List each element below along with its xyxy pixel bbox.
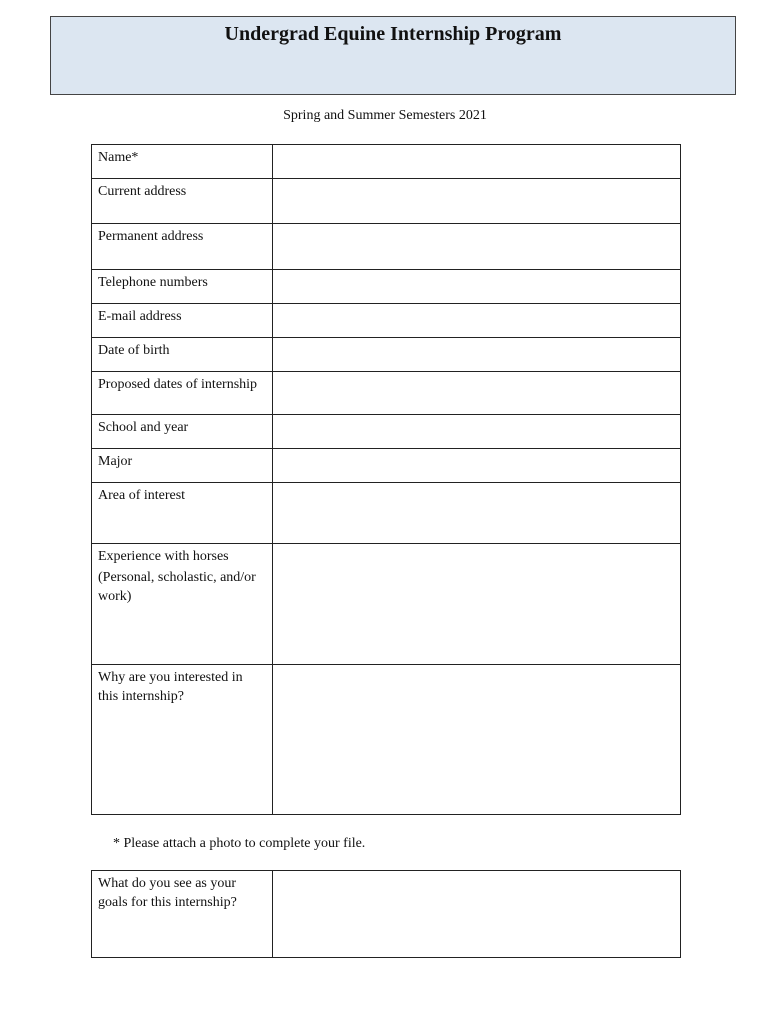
label-major: Major (92, 449, 273, 483)
telephone-input[interactable] (273, 270, 680, 294)
field-school-year[interactable] (273, 415, 681, 449)
field-area-of-interest[interactable] (273, 483, 681, 544)
label-experience-extra: (Personal, scholastic, and/or work) (98, 570, 256, 604)
field-name[interactable] (273, 145, 681, 179)
label-telephone: Telephone numbers (92, 270, 273, 304)
form-row-date-of-birth (92, 338, 681, 372)
field-why-interested[interactable] (273, 665, 681, 815)
form-row-experience (92, 544, 681, 665)
field-permanent-address[interactable] (273, 224, 681, 270)
label-proposed-dates: Proposed dates of internship (92, 372, 273, 415)
page-title: Undergrad Equine Internship Program (224, 23, 562, 45)
photo-note: * Please attach a photo to complete your file. (113, 836, 366, 851)
label-school-year: School and year (92, 415, 273, 449)
area-of-interest-input[interactable] (273, 483, 680, 523)
field-current-address[interactable] (273, 179, 681, 224)
label-area-of-interest: Area of interest (92, 483, 273, 544)
label-permanent-address: Permanent address (92, 224, 273, 270)
field-proposed-dates[interactable] (273, 372, 681, 415)
permanent-address-input[interactable] (273, 224, 680, 248)
form-row-email (92, 304, 681, 338)
form-row-major (92, 449, 681, 483)
label-date-of-birth: Date of birth (92, 338, 273, 372)
label-email: E-mail address (92, 304, 273, 338)
name-input[interactable] (273, 145, 680, 169)
field-telephone[interactable] (273, 270, 681, 304)
application-form-table (91, 144, 681, 815)
label-current-address: Current address (92, 179, 273, 224)
why-interested-input[interactable] (273, 665, 680, 705)
form-row-name (92, 145, 681, 179)
date-of-birth-input[interactable] (273, 338, 680, 362)
form-row-current-address (92, 179, 681, 224)
field-experience[interactable] (273, 544, 681, 665)
form-row-area-of-interest (92, 483, 681, 544)
experience-input[interactable] (273, 544, 680, 584)
proposed-dates-input[interactable] (273, 372, 680, 396)
goals-table (91, 870, 681, 958)
email-input[interactable] (273, 304, 680, 328)
form-row-telephone (92, 270, 681, 304)
title-banner (50, 16, 736, 95)
label-experience (92, 544, 273, 665)
school-year-input[interactable] (273, 415, 680, 439)
form-row-proposed-dates (92, 372, 681, 415)
label-experience-main: Experience with horses (98, 549, 229, 564)
field-major[interactable] (273, 449, 681, 483)
field-email[interactable] (273, 304, 681, 338)
goals-input[interactable] (273, 871, 680, 911)
label-goals: What do you see as your goals for this internship? (92, 871, 273, 958)
field-date-of-birth[interactable] (273, 338, 681, 372)
major-input[interactable] (273, 449, 680, 473)
page-subtitle: Spring and Summer Semesters 2021 (283, 108, 487, 123)
form-row-goals (92, 871, 681, 958)
label-why-interested: Why are you interested in this internship? (92, 665, 273, 815)
current-address-input[interactable] (273, 179, 680, 203)
field-goals[interactable] (273, 871, 681, 958)
label-name: Name* (92, 145, 273, 179)
form-row-why-interested (92, 665, 681, 815)
form-row-school-year (92, 415, 681, 449)
form-row-permanent-address (92, 224, 681, 270)
